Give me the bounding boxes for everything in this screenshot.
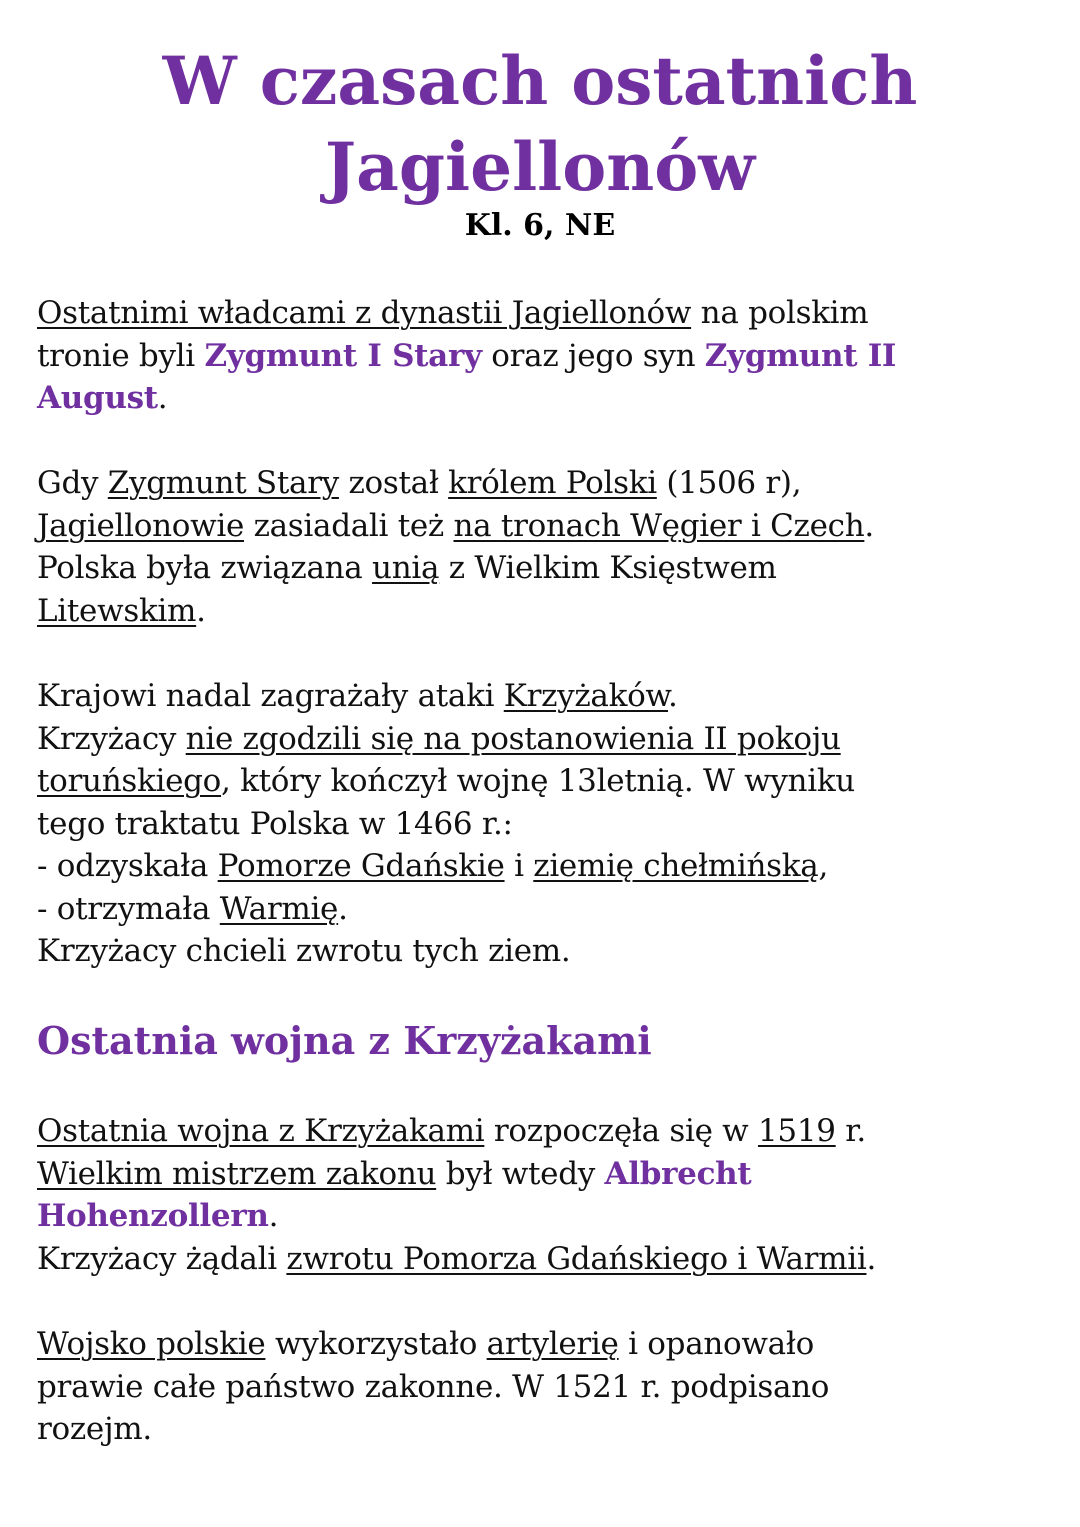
text-line xyxy=(37,1153,1047,1196)
underlined-phrase: Jagiellonowie xyxy=(37,507,245,544)
text-line xyxy=(37,760,1047,803)
underlined-phrase: ziemię chełmińską xyxy=(533,848,819,884)
title-line-1: W czasach ostatnich xyxy=(162,42,918,120)
text-line xyxy=(37,1195,1047,1238)
text-line xyxy=(37,930,1047,973)
text: . xyxy=(196,592,206,629)
text: i opanowało xyxy=(618,1326,814,1362)
underlined-phrase: Wojsko polskie xyxy=(37,1326,266,1362)
title-line-2: Jagiellonów xyxy=(324,128,756,206)
text-line xyxy=(37,1110,1047,1153)
list-item xyxy=(37,888,1047,931)
text: Gdy xyxy=(37,465,108,501)
paragraph-zygmunt-stary xyxy=(37,462,1047,632)
text-line xyxy=(37,547,1047,590)
text-line xyxy=(37,1323,1047,1366)
text: oraz jego syn xyxy=(481,337,705,374)
text-line xyxy=(37,675,1047,718)
text-line xyxy=(37,505,1047,548)
paragraph-last-war xyxy=(37,1110,1047,1280)
section-heading: Ostatnia wojna z Krzyżakami xyxy=(37,1018,652,1063)
highlighted-name: Zygmunt I Stary xyxy=(204,337,482,374)
text: z Wielkim Księstwem xyxy=(439,550,777,586)
page-title xyxy=(0,38,1080,210)
highlighted-name: August xyxy=(37,380,158,416)
underlined-phrase: Ostatnia wojna z Krzyżakami xyxy=(37,1113,485,1149)
text: - otrzymała xyxy=(37,890,220,927)
text: Krajowi nadal zagrażały ataki xyxy=(37,678,504,714)
text-line xyxy=(37,335,1047,378)
underlined-phrase: toruńskiego xyxy=(37,763,222,799)
highlighted-name: Zygmunt II xyxy=(704,337,897,374)
underlined-phrase: artylerię xyxy=(486,1326,619,1362)
text-line xyxy=(37,1408,1047,1451)
text: był wtedy xyxy=(436,1155,605,1192)
text: . xyxy=(864,507,874,544)
underlined-phrase: unią xyxy=(372,550,440,586)
underlined-phrase: na tronach Węgier i Czech xyxy=(453,507,865,544)
text-line xyxy=(37,462,1047,505)
text: tego traktatu Polska w 1466 r.: xyxy=(37,805,513,842)
text: tronie byli xyxy=(37,337,205,374)
paragraph-polish-army xyxy=(37,1323,1047,1451)
underlined-phrase: Litewskim xyxy=(37,592,197,629)
underlined-phrase: Zygmunt Stary xyxy=(107,465,339,501)
underlined-phrase: Wielkim mistrzem zakonu xyxy=(37,1155,437,1192)
underlined-phrase: Krzyżaków xyxy=(503,678,668,714)
text: . xyxy=(157,380,168,416)
text-line xyxy=(37,292,1047,335)
highlighted-name: Albrecht xyxy=(604,1155,752,1192)
underlined-phrase: nie zgodzili się na postanowienia II pokoju xyxy=(185,720,841,757)
text: rozejm. xyxy=(37,1411,152,1447)
text: . xyxy=(668,678,678,714)
text: zasiadali też xyxy=(244,507,454,544)
text-line xyxy=(37,1366,1047,1409)
text-line xyxy=(37,590,1047,633)
text: . xyxy=(866,1240,877,1277)
text: r. xyxy=(835,1113,866,1149)
underlined-phrase: Warmię xyxy=(219,890,339,927)
underlined-phrase: królem Polski xyxy=(448,465,657,501)
paragraph-teutonic-threat xyxy=(37,675,1047,973)
text-line xyxy=(37,718,1047,761)
text: , który kończył wojnę 13letnią. W wyniku xyxy=(221,763,855,799)
highlighted-name: Hohenzollern xyxy=(37,1198,269,1234)
text: Polska była związana xyxy=(37,550,373,586)
underlined-phrase: zwrotu Pomorza Gdańskiego i Warmii xyxy=(286,1240,867,1277)
text: Krzyżacy chcieli zwrotu tych ziem. xyxy=(37,933,571,969)
text: prawie całe państwo zakonne. W 1521 r. podpisano xyxy=(37,1368,830,1405)
underlined-phrase: Pomorze Gdańskie xyxy=(217,848,505,884)
text: rozpoczęła się w xyxy=(484,1113,758,1149)
text: wykorzystało xyxy=(265,1326,487,1362)
text: i xyxy=(504,848,534,884)
underlined-phrase: 1519 xyxy=(757,1113,836,1149)
text: , xyxy=(818,848,829,884)
page-subtitle: Kl. 6, NE xyxy=(464,208,616,243)
underlined-phrase: Ostatnimi władcami z dynastii Jagiellonów xyxy=(37,295,692,331)
text: . xyxy=(268,1198,279,1234)
text: . xyxy=(338,890,348,927)
text: - odzyskała xyxy=(37,848,218,884)
text: został xyxy=(338,465,449,501)
text-line xyxy=(37,803,1047,846)
text: Krzyżacy xyxy=(37,720,186,757)
text: na polskim xyxy=(691,295,869,331)
text: Krzyżacy żądali xyxy=(37,1240,287,1277)
list-item xyxy=(37,845,1047,888)
paragraph-last-jagiellons xyxy=(37,292,1047,420)
text-line xyxy=(37,377,1047,420)
text-line xyxy=(37,1238,1047,1281)
text: (1506 r), xyxy=(656,465,802,501)
